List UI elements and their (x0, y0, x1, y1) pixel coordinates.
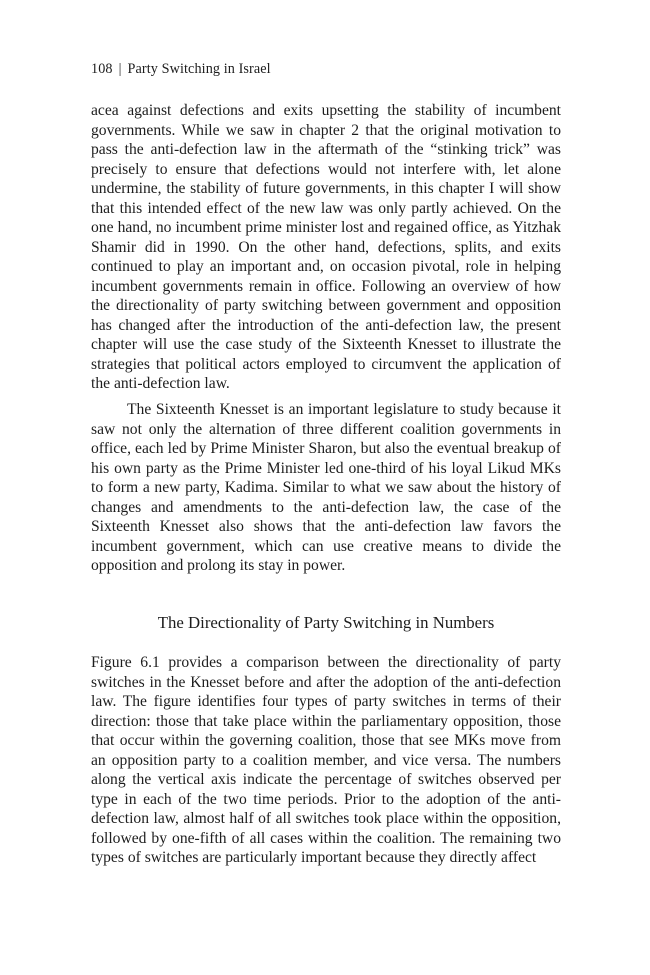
running-head-separator: | (118, 61, 122, 77)
page-number: 108 (91, 61, 113, 77)
body-paragraph-1: acea against defections and exits upsetting the stability of incumbent governments. While we saw in chapter 2 that the original motivation to pass the anti-defection law in the aftermath of the “stinking trick” was precisely to ensure that defections would not interfere with, let alone undermine, the stability of future governments, in this chapter I will show that this intended effect of the new law was only partly achieved. On the one hand, no incumbent prime minister lost and regained office, as Yitzhak Shamir did in 1990. On the other hand, defections, splits, and exits continued to play an important and, on occasion pivotal, role in helping incumbent governments remain in office. Following an overview of how the directionality of party switching between government and opposition has changed after the introduction of the anti-defection law, the present chapter will use the case study of the Sixteenth Knesset to illustrate the strategies that political actors employed to circumvent the application of the anti-defection law. (91, 102, 561, 392)
body-paragraph-3: Figure 6.1 provides a comparison between the directionality of party switches in the Knesset before and after the adoption of the anti-defection law. The figure identifies four types of party switches in terms of their direction: those that take place within the parliamentary opposition, those that occur within the governing coalition, those that see MKs move from an opposition party to a coalition member, and vice versa. The numbers along the vertical axis indicate the percentage of switches observed per type in each of the two time periods. Prior to the adoption of the anti-defection law, almost half of all switches took place within the opposition, followed by one-fifth of all cases within the coalition. The remaining two types of switches are particularly important because they directly affect (91, 654, 561, 866)
body-paragraph-2: The Sixteenth Knesset is an important legislature to study because it saw not only the alternation of three different coalition governments in office, each led by Prime Minister Sharon, but also the eventual breakup of his own party as the Prime Minister led one-third of his loyal Likud MKs to form a new party, Kadima. Similar to what we saw about the history of changes and amendments to the anti-defection law, the case of the Sixteenth Knesset also shows that the anti-defection law favors the incumbent government, which can use creative means to divide the opposition and prolong its stay in power. (91, 401, 561, 574)
running-head (91, 59, 271, 79)
section-heading: The Directionality of Party Switching in Numbers (157, 613, 495, 632)
running-head-title: Party Switching in Israel (127, 61, 271, 77)
